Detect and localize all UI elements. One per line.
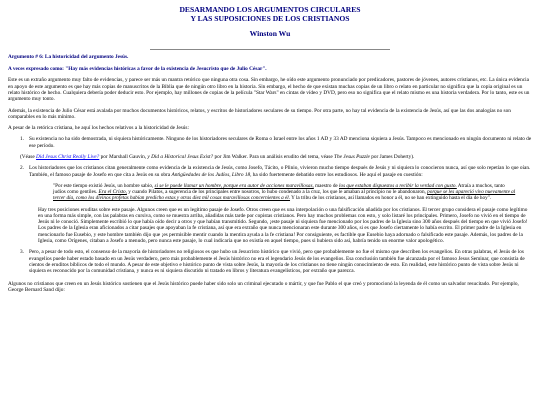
- reference-note: [20, 154, 532, 160]
- section-heading: Argumento # 6: La historicidad del argumento Jesús.: [8, 53, 129, 60]
- paragraph-1: Este es un extraño argumento muy falto de evidencias, y parece ser más un mantra retórico que ninguna otra cosa. Sin embargo, he oído este argumento pronunciado por predicadores, pastores de jóvenes, autores cristianos, etc. La única evidencia en apoyo de este argumento es que hay más copias de manuscritos de la Biblia que de ningún otro libro en la historia. Sin embargo, el hecho de que existan muchas copias de un libro o relato en particular no significa que la copia original es un relato histórico de hecho. Cualquiera debería poder deducir esto. Por ejemplo, hay millones de copias de la película "Star Wars" en cintas de vídeo y DVD, pero eso no significa que el relato mismo es una historia verdadera. Por lo tanto, este es un argumento muy tonto.: [8, 77, 530, 103]
- quote-interpolation: si se le puede llamar un hombre, porque era autor de acciones maravillosas,: [154, 182, 314, 189]
- list-item-text: Su existencia no ha sido demostrada, ni siquiera históricamente. Ninguno de los historiadores seculares de Roma o Israel entre los años 1 AD y 33 AD menciona siquiera a Jesús. Tampoco es mencionado en ningún documento ni relato de ese período.: [29, 136, 532, 149]
- document-title: [8, 6, 532, 23]
- quote-interpolation: Era el Cristo,: [98, 189, 127, 196]
- book-title: Antigüedades de los Judíos, Libro 18: [171, 171, 251, 178]
- ref-text: por James Doherty).: [369, 154, 415, 161]
- quote-text: y cuando Pilatos, a sugerencia de los principales entre nosotros, lo hubo condenado a la cruz, los que le amaban al principio no le abandonaron,: [126, 189, 428, 196]
- ref-text: por Jim Walker. Para un análisis erudito del tema, véase: [213, 154, 335, 161]
- quote-interpolation: los que estaban dispuestos a recibir la verdad con gusto.: [339, 182, 457, 189]
- ref-text: por Marshall Gauvin,: [99, 154, 148, 161]
- list-item-continuation: Hay tres posiciones eruditas sobre este pasaje. Algunos creen que es un legítimo pasaje de Josefo. Otros creen que es una interpolación o una falsificación añadida por los cristianos. El tercer grupo considera el pasaje como legítimo en una forma más simple, con las palabras en cursiva, como se muestra arriba, añadidas más tarde por copistas cristianos. Pero hay muchos problemas con esto, y solo listaré los principales. Primero, Josefo no vivió en el tiempo de Jesús ni le conoció. Simplemente escribió lo que había oído decir a otros y que habían transmitido. Segundo, ¡este pasaje ni siquiera fue mencionado por los padres de la Iglesia sino 300 años después del tiempo en que vivió Josefo! Los padres de la Iglesia eran aficionados a citar pasajes que apoyaban la fe cristiana, así que era extraño que nunca mencionaran este durante 300 años, si es que Josefo ciertamente lo había escrito. El primer padre de la Iglesia en mencionarlo fue Eusebio, y este hombre también dijo que ¡es permisible mentir cuando la mentira ayuda a la fe cristiana! Por consiguiente, es factible que Eusebio haya adornado o falsificado este pasaje. Además, los padres de la Iglesia, como Orígenes, citaban a Josefo a menudo, pero nunca este pasaje, lo cual indicaría que no existía en aquel tiempo, pues si hubiera sido así, habría tenido un enorme valor apologético.: [38, 206, 528, 245]
- closing-paragraph: Algunos no cristianos que creen en un Jesús histórico sostienen que el Jesús histórico puede haber sido solo un criminal ejecutado o mártir, y que fue Pablo el que creó y promocionó la leyenda de él como un salvador resucitado. Por ejemplo, George Bernard Sand dijo:: [8, 280, 519, 293]
- list-item: [20, 249, 532, 274]
- list-item: [20, 136, 532, 149]
- ref-title: y Did a Historical Jesus Exist?: [147, 154, 214, 161]
- item-text: , ha sido fuertemente debatido entre los estudiosos. He aquí el pasaje en cuestión:: [250, 171, 423, 178]
- did-jesus-live-link[interactable]: Did Jesus Christ Really Live?: [36, 154, 100, 161]
- list-item: [20, 165, 532, 244]
- ref-title: The Jesus Puzzle: [334, 154, 370, 161]
- item-text: Los historiadores que los cristianos citan generalmente como evidencia de la existencia de Jesús, como Josefo, Tácito, o Plinio, vivieron mucho tiempo después de Jesús y ni siquiera lo conocieron nunca, así que solo repetían lo que oían. También, el famoso pasaje de Josefo en que cita a Jesús en su obra: [29, 165, 531, 178]
- paragraph-2: Además, la existencia de Julio César está avalada por muchos documentos históricos, relatos, y escritos de historiadores seculares de su tiempo. Por otra parte, no hay tal evidencia de la existencia de Jesús, así que las dos analogías no son comparables en lo más mínimo.: [8, 107, 511, 120]
- ref-text: (Véase: [20, 154, 37, 161]
- list-item-text: Pero, a pesar de todo esto, el consenso de la mayoría de historiadores no religiosos es que hubo un Jesucristo histórico que vivió, pero que probablemente no fue el mismo que describen los evangelios. En otras palabras, el Jesús de los evangelios puede haber estado basado en un Jesús verdadero, pero más probablemente el Jesús histórico no era el legendario Jesús de los evangelios. Esa conclusión también fue alcanzada por el famoso Jesus Seminar, que consistía de cientos de eruditos bíblicos de todo el mundo. A pesar de este objetivo e histórico punto de vista sobre Jesús, la mayoría de los cristianos no tiene ningún conocimiento de esto. En realidad, este histórico punto de vista sobre Jesús ni siquiera es reconocido por la comunidad cristiana, y nunca es ni siquiera discutido ni tratado en libros y literatura evangelísticos, por extraño que parezca.: [29, 249, 525, 275]
- title-line-1: DESARMANDO LOS ARGUMENTOS CIRCULARES: [179, 5, 361, 14]
- list-number: 2.: [20, 165, 24, 172]
- document-page: [0, 6, 540, 405]
- facts-list: [20, 136, 532, 274]
- quote-interpolation: porque se les apareció vivo nuevamente al tercer día, como los divinos profetas habían predicho estas y otras diez mil cosas maravillosas concernientes a él.: [53, 189, 516, 202]
- josephus-quote: [53, 183, 518, 202]
- list-number: 1.: [20, 136, 24, 143]
- author-name: Winston Wu: [249, 29, 291, 39]
- list-number: 3.: [20, 249, 24, 256]
- horizontal-divider: [150, 49, 390, 50]
- quote-text: Atraía a muchos, tanto judíos como gentiles.: [53, 182, 505, 196]
- quote-text: Y la tribu de los cristianos, así llamados en honor a él, no se han extinguido hasta el día de hoy".: [290, 195, 492, 202]
- title-line-2: Y LAS SUPOSICIONES DE LOS CRISTIANOS: [190, 13, 350, 23]
- paragraph-3: A pesar de la retórica cristiana, he aquí los hechos relativos a la historicidad de Jesús:: [8, 125, 189, 132]
- quote-text: maestro de: [313, 182, 340, 189]
- section-subheading: A veces expresado como: "Hay más evidencias históricas a favor de la existencia de Jesucristo que de Julio César".: [8, 66, 267, 73]
- quote-text: "Por este tiempo existió Jesús, un hombre sabio,: [53, 182, 155, 189]
- list-item-text: [29, 165, 530, 177]
